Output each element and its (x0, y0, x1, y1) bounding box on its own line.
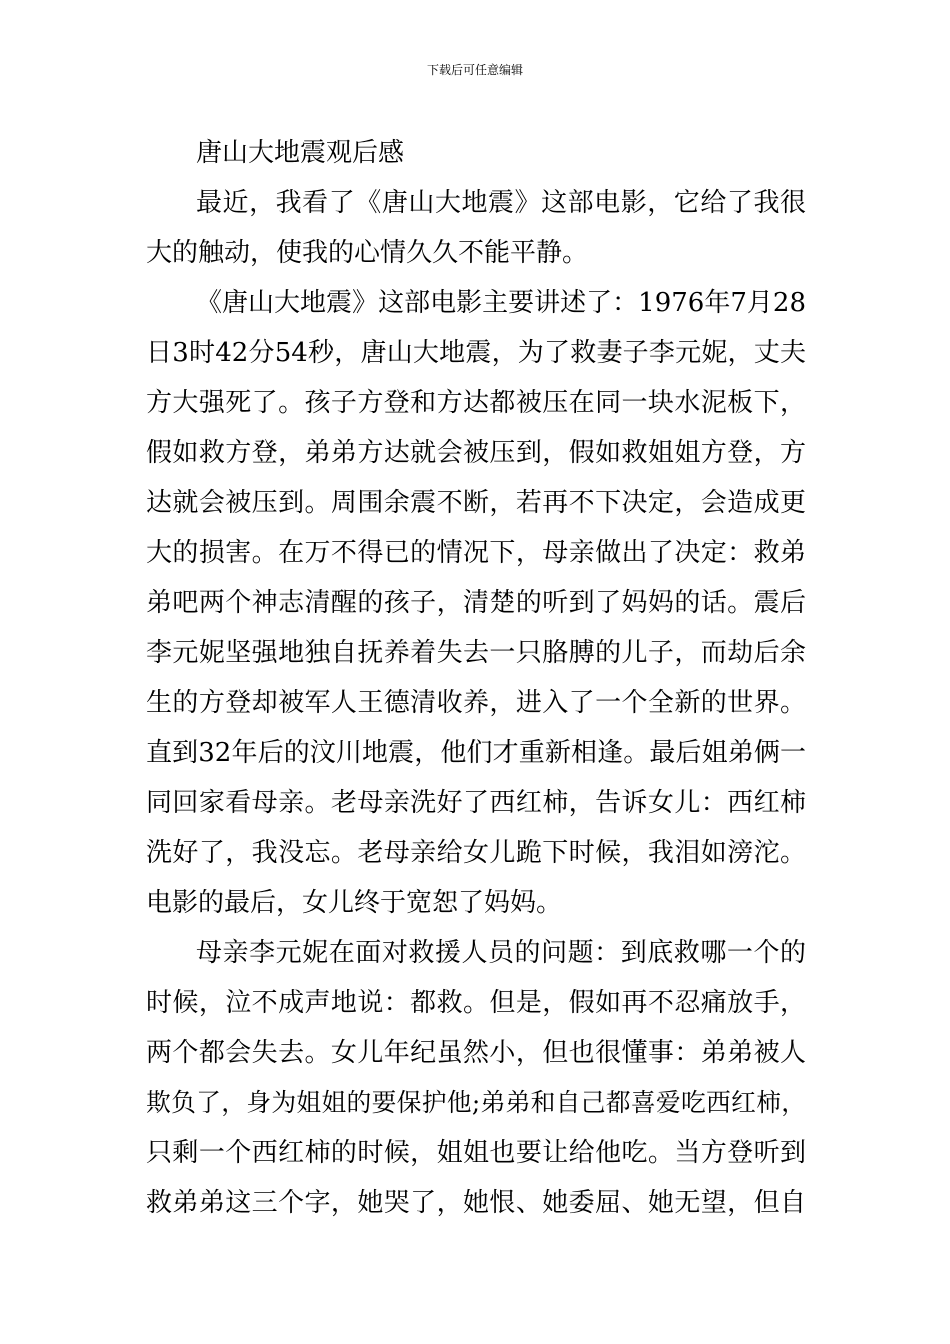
paragraph-line: 弟吧两个神志清醒的孩子，清楚的听到了妈妈的话。震后 (146, 588, 806, 618)
paragraph-3 (146, 928, 806, 1228)
document-title: 唐山大地震观后感 (196, 138, 405, 168)
paragraph-line: 假如救方登，弟弟方达就会被压到，假如救姐姐方登，方 (146, 438, 806, 468)
paragraph-line: 达就会被压到。周围余震不断，若再不下决定，会造成更 (146, 488, 806, 518)
document-body (146, 128, 806, 1228)
paragraph-2 (146, 278, 806, 928)
paragraph-line: 两个都会失去。女儿年纪虽然小，但也很懂事：弟弟被人 (146, 1038, 806, 1068)
page-header: 下载后可任意编辑 (426, 63, 523, 77)
paragraph-line: 救弟弟这三个字，她哭了，她恨、她委屈、她无望，但自 (146, 1188, 806, 1218)
paragraph-line: 时候，泣不成声地说：都救。但是，假如再不忍痛放手， (146, 988, 806, 1018)
paragraph-line: 欺负了，身为姐姐的要保护他;弟弟和自己都喜爱吃西红柿， (146, 1088, 806, 1117)
paragraph-1 (146, 178, 806, 278)
paragraph-line: 大的触动，使我的心情久久不能平静。 (146, 238, 589, 268)
paragraph-line: 李元妮坚强地独自抚养着失去一只胳膊的儿子，而劫后余 (146, 638, 806, 668)
paragraph-line: 生的方登却被军人王德清收养，进入了一个全新的世界。 (146, 688, 806, 718)
paragraph-line: 母亲李元妮在面对救援人员的问题：到底救哪一个的 (196, 938, 806, 968)
paragraph-line: 电影的最后，女儿终于宽恕了妈妈。 (146, 888, 563, 918)
paragraph-line: 方大强死了。孩子方登和方达都被压在同一块水泥板下， (146, 388, 806, 418)
paragraph-line: 洗好了，我没忘。老母亲给女儿跪下时候，我泪如滂沱。 (146, 838, 806, 868)
paragraph-line: 《唐山大地震》这部电影主要讲述了：1976年7月28 (196, 288, 806, 318)
paragraph-line: 同回家看母亲。老母亲洗好了西红柿，告诉女儿：西红柿 (146, 788, 806, 818)
paragraph-line: 日3时42分54秒，唐山大地震，为了救妻子李元妮，丈夫 (146, 338, 806, 368)
paragraph-line: 最近，我看了《唐山大地震》这部电影，它给了我很 (196, 188, 806, 218)
paragraph-line: 直到32年后的汶川地震，他们才重新相逢。最后姐弟俩一 (146, 738, 806, 768)
paragraph-line: 大的损害。在万不得已的情况下，母亲做出了决定：救弟 (146, 538, 806, 568)
paragraph-line: 只剩一个西红柿的时候，姐姐也要让给他吃。当方登听到 (146, 1138, 806, 1168)
